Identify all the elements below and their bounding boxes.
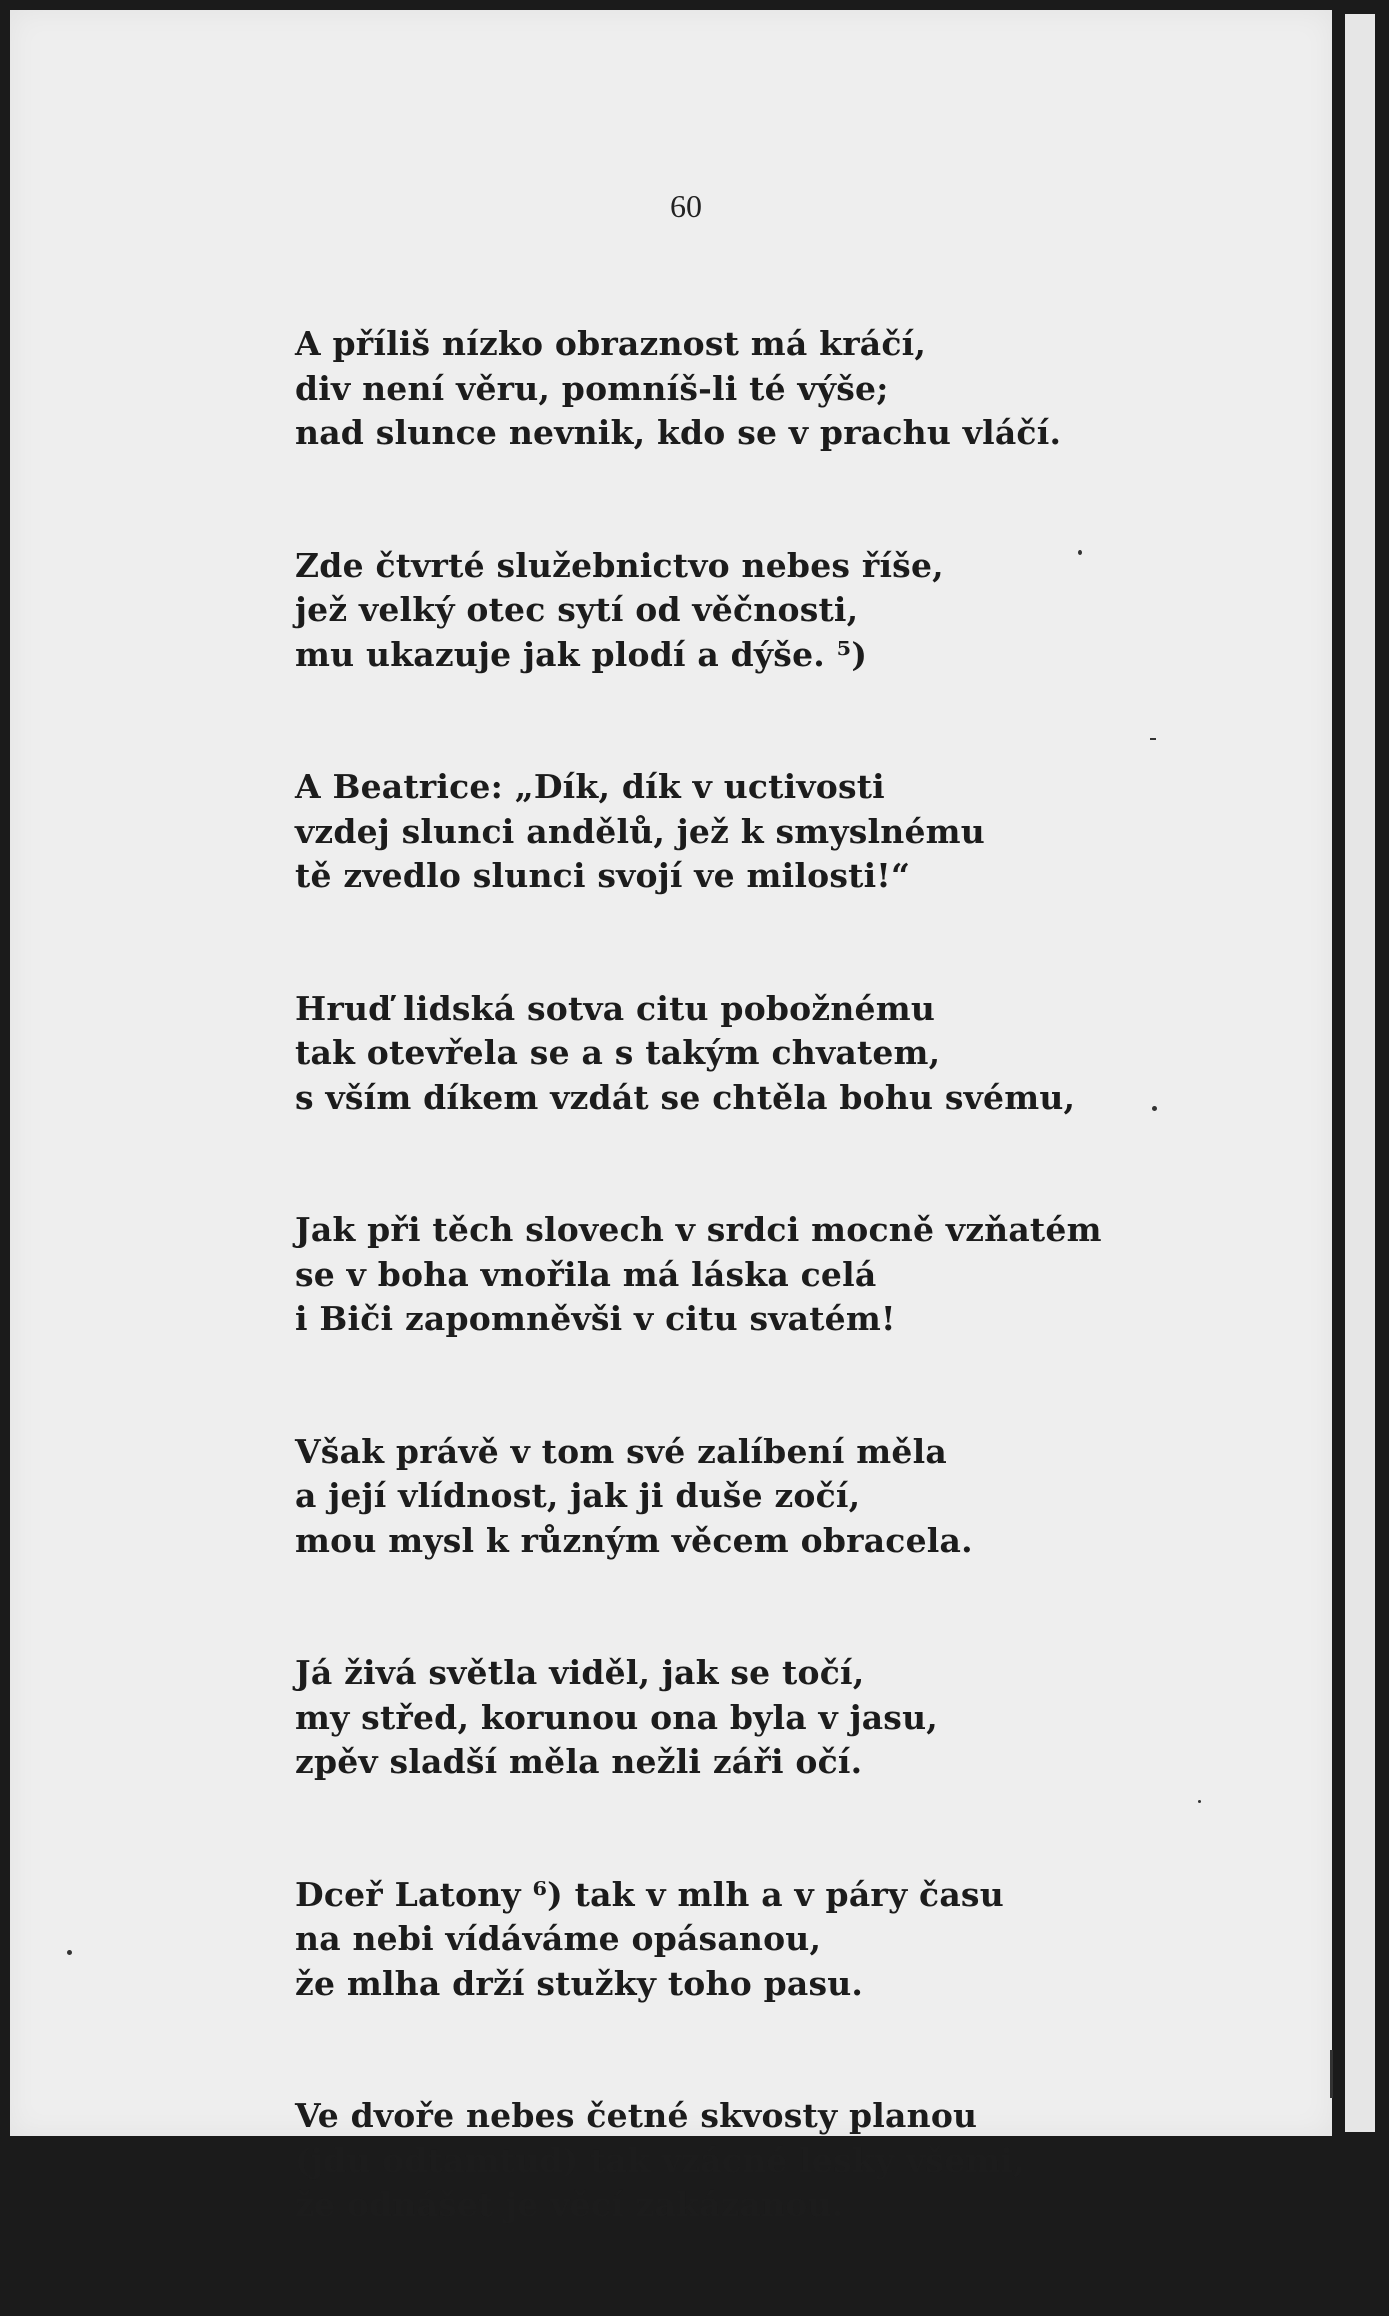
scan-speck bbox=[1152, 1106, 1157, 1111]
verse-line: tě zvedlo slunci svojí ve milosti!“ bbox=[295, 856, 911, 895]
verse-line: vzdej slunci andělů, jež k smyslnému bbox=[295, 811, 985, 851]
stanza bbox=[295, 765, 1215, 899]
verse-line: tak otevřela se a s takým chvatem, bbox=[295, 1033, 941, 1072]
adjacent-page-edge bbox=[1345, 14, 1375, 2132]
stanza bbox=[295, 1873, 1215, 2007]
verse-line: Dceř Latony ⁶) tak v mlh a v páry času bbox=[295, 1874, 1004, 1914]
verse-line: A Beatrice: „Dík, dík v uctivosti bbox=[295, 767, 885, 806]
stanza bbox=[295, 322, 1215, 456]
stanza bbox=[295, 1430, 1215, 1564]
verse-line: že odnášet je věcí zakázanou. bbox=[295, 2185, 844, 2224]
stanza bbox=[295, 1208, 1215, 1342]
verse-line: i Biči zapomněvši v citu svatém! bbox=[295, 1299, 896, 1338]
stanza bbox=[295, 987, 1215, 1121]
stanza bbox=[295, 1651, 1215, 1785]
verse-line: Jak při těch slovech v srdci mocně vzňatém bbox=[295, 1210, 1102, 1249]
scan-speck bbox=[1198, 1800, 1201, 1803]
verse-line: zpěv sladší měla nežli záři očí. bbox=[295, 1742, 863, 1781]
verse-line: nad slunce nevnik, kdo se v prachu vláčí. bbox=[295, 413, 1062, 452]
verse-line: mu ukazuje jak plodí a dýše. ⁵) bbox=[295, 634, 868, 674]
verse-line: Zde čtvrté služebnictvo nebes říše, bbox=[295, 545, 944, 585]
verse-line: na nebi vídáváme opásanou, bbox=[295, 1919, 822, 1958]
verse-line: Ve dvoře nebes četné skvosty planou bbox=[295, 2096, 978, 2135]
scan-speck bbox=[1150, 738, 1156, 740]
stanza bbox=[295, 544, 1215, 678]
verse-line: Však právě v tom své zalíbení měla bbox=[295, 1431, 947, 1471]
verse-line: a její vlídnost, jak ji duše zočí, bbox=[295, 1476, 861, 1515]
verse-line: my střed, korunou ona byla v jasu, bbox=[295, 1697, 938, 1737]
verse-line: mou mysl k různým věcem obracela. bbox=[295, 1520, 973, 1560]
poem bbox=[295, 322, 1215, 2316]
page-number: 60 bbox=[670, 188, 702, 224]
verse-line: že mlha drží stužky toho pasu. bbox=[295, 1963, 864, 2003]
scan-speck bbox=[1078, 550, 1082, 555]
scan-mark bbox=[1330, 2050, 1333, 2098]
book-page bbox=[10, 10, 1332, 2224]
verse-line: s vším díkem vzdát se chtěla bohu svému, bbox=[295, 1077, 1076, 1117]
verse-line: se v boha vnořila má láska celá bbox=[295, 1254, 877, 1294]
verse-line: div není věru, pomníš-li té výše; bbox=[295, 368, 889, 408]
verse-line: jež velký otec sytí od věčnosti, bbox=[295, 590, 859, 629]
verse-line: (jdu odtamtud) tak vzácné lesky všemi, bbox=[295, 2140, 1025, 2180]
verse-line: A příliš nízko obraznost má kráčí, bbox=[295, 324, 927, 363]
stanza bbox=[295, 2094, 1215, 2228]
scan-speck bbox=[67, 1950, 72, 1955]
verse-line: Hruď lidská sotva citu pobožnému bbox=[295, 988, 936, 1028]
verse-line: Já živá světla viděl, jak se točí, bbox=[295, 1653, 865, 1692]
